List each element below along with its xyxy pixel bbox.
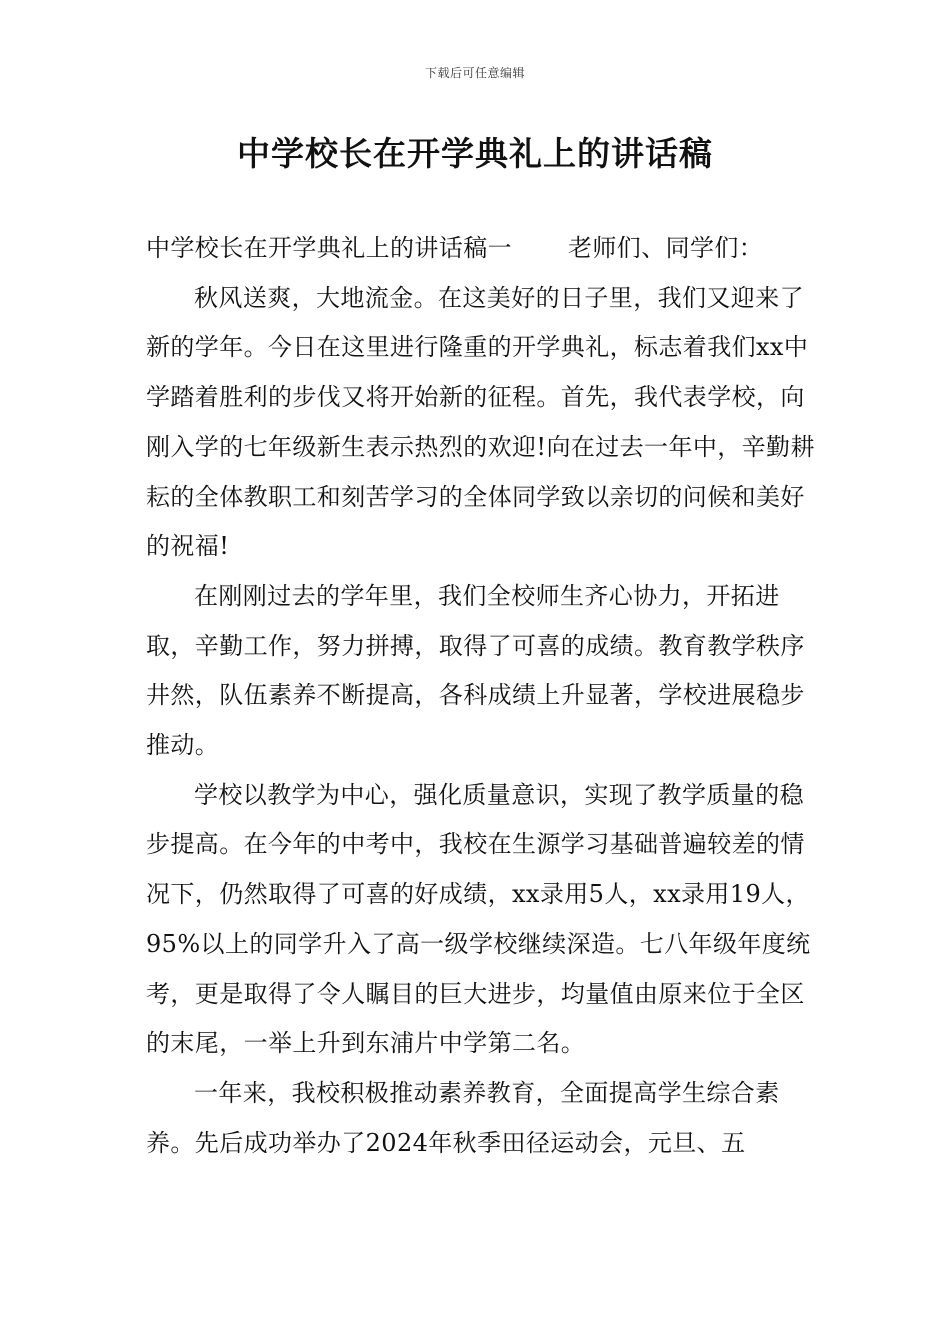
opening-line bbox=[146, 224, 826, 274]
paragraph: 秋风送爽，大地流金。在这美好的日子里，我们又迎来了新的学年。今日在这里进行隆重的开学典礼，标志着我们xx中学踏着胜利的步伐又将开始新的征程。首先，我代表学校，向刚入学的七年级新生表示热烈的欢迎!向在过去一年中，辛勤耕耘的全体教职工和刻苦学习的全体同学致以亲切的问候和美好的祝福! bbox=[146, 283, 815, 561]
paragraph: 在刚刚过去的学年里，我们全校师生齐心协力，开拓进取，辛勤工作，努力拼搏，取得了可喜的成绩。教育教学秩序井然，队伍素养不断提高，各科成绩上升显著，学校进展稳步推动。 bbox=[146, 581, 805, 760]
paragraph: 一年来，我校积极推动素养教育，全面提高学生综合素养。先后成功举办了2024年秋季田径运动会，元旦、五 bbox=[146, 1078, 780, 1157]
document-title: 中学校长在开学典礼上的讲话稿 bbox=[237, 134, 713, 173]
opening-label: 中学校长在开学典礼上的讲话稿一 bbox=[146, 234, 512, 262]
document-body bbox=[146, 224, 826, 1168]
salutation: 老师们、同学们： bbox=[568, 234, 764, 262]
header-note: 下载后可任意编辑 bbox=[424, 66, 525, 80]
paragraph: 学校以教学为中心，强化质量意识，实现了教学质量的稳步提高。在今年的中考中，我校在生源学习基础普遍较差的情况下，仍然取得了可喜的好成绩，xx录用5人，xx录用19人，95%以上的同学升入了高一级学校继续深造。七八年级年度统考，更是取得了令人瞩目的巨大进步，均量值由原来位于全区的末尾，一举上升到东浦片中学第二名。 bbox=[146, 780, 811, 1058]
